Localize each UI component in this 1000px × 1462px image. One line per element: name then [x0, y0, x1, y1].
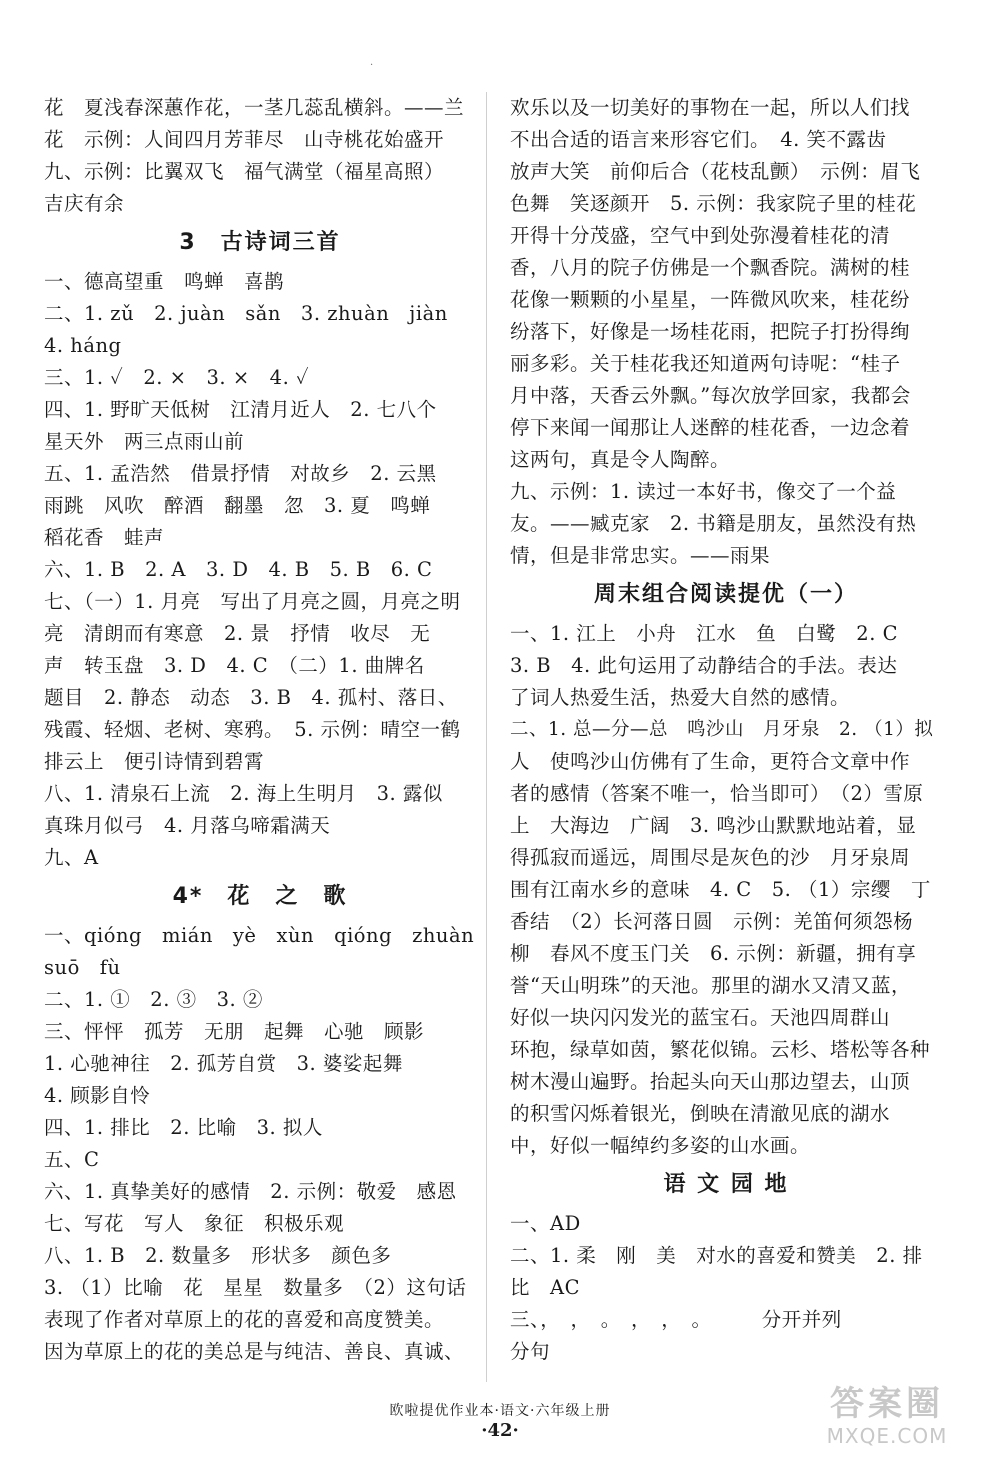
answer-line: 一、AD	[510, 1212, 581, 1235]
answer-line: 得孤寂而遥远，周围尽是灰色的沙 月牙泉周	[510, 846, 911, 869]
answer-line: 4. háng	[44, 334, 122, 357]
answer-line: 情，但是非常忠实。——雨果	[510, 544, 771, 567]
answer-line: 吉庆有余	[44, 192, 125, 215]
answer-line: 表现了作者对草原上的花的喜爱和高度赞美。	[44, 1308, 445, 1331]
answer-line: 者的感情（答案不唯一，恰当即可） （2）雪原	[510, 782, 924, 805]
answer-line: 分句	[510, 1340, 551, 1363]
answer-line: 排云上 便引诗情到碧霄	[44, 750, 265, 773]
watermark-logo	[792, 1384, 982, 1452]
answer-line: 稻花香 蛙声	[44, 526, 165, 549]
answer-line: 纷落下，好像是一场桂花雨，把院子打扮得绚	[510, 320, 911, 343]
answer-line: 四、1. 排比 2. 比喻 3. 拟人	[44, 1116, 323, 1139]
answer-line: 誉“天山明珠”的天池。那里的湖水又清又蓝，	[510, 974, 911, 997]
answer-line: 欢乐以及一切美好的事物在一起，所以人们找	[510, 96, 911, 119]
answer-line: 人 使鸣沙山仿佛有了生命，更符合文章中作	[510, 750, 911, 773]
answer-line: 七、写花 写人 象征 积极乐观	[44, 1212, 345, 1235]
answer-line: 香结 （2）长河落日圆 示例：羌笛何须怨杨	[510, 910, 914, 933]
answer-line: 九、示例：比翼双飞 福气满堂（福星高照）	[44, 160, 445, 183]
answer-line: 残霞、轻烟、老树、寒鸦。 5. 示例：晴空一鹤	[44, 718, 461, 741]
section-heading: 4* 花 之 歌	[172, 884, 348, 909]
answer-line: 了词人热爱生活，热爱大自然的感情。	[510, 686, 851, 709]
column-divider	[486, 92, 487, 1382]
watermark-sub-text: MXQE.COM	[826, 1424, 948, 1448]
answer-line: 三、怦怦 孤芳 无朋 起舞 心驰 顾影	[44, 1020, 425, 1043]
answer-line: 不出合适的语言来形容它们。 4. 笑不露齿	[510, 128, 887, 151]
answer-line: 开得十分茂盛，空气中到处弥漫着桂花的清	[510, 224, 891, 247]
answer-line: 围有江南水乡的意味 4. C 5. （1）宗缨 丁	[510, 878, 931, 901]
answer-line: 月中落，天香云外飘。”每次放学回家，我都会	[510, 384, 911, 407]
section-heading: 语 文 园 地	[663, 1172, 789, 1197]
answer-line: 放声大笑 前仰后合（花枝乱颤） 示例：眉飞	[510, 160, 921, 183]
answer-line: 友。——臧克家 2. 书籍是朋友，虽然没有热	[510, 512, 917, 535]
answer-line: 树木漫山遍野。抬起头向天山那边望去，山顶	[510, 1070, 911, 1093]
answer-line: 声 转玉盘 3. D 4. C （二）1. 曲牌名	[44, 654, 425, 677]
answer-line: 雨跳 风吹 醉酒 翻墨 忽 3. 夏 鸣蝉	[44, 494, 431, 517]
answer-line: 花 夏浅春深蕙作花，一茎几蕊乱横斜。——兰	[44, 96, 465, 119]
answer-line: 二、1. 柔 刚 美 对水的喜爱和赞美 2. 排	[510, 1244, 923, 1267]
section-heading: 3 古诗词三首	[179, 230, 341, 255]
answer-line: 色舞 笑逐颜开 5. 示例：我家院子里的桂花	[510, 192, 917, 215]
answer-line: 4. 顾影自怜	[44, 1084, 151, 1107]
answer-line: 停下来闻一闻那让人迷醉的桂花香，一边念着	[510, 416, 911, 439]
answer-line: 八、1. B 2. 数量多 形状多 颜色多	[44, 1244, 392, 1267]
answer-line: 环抱，绿草如茵，繁花似锦。云杉、塔松等各种	[510, 1038, 931, 1061]
answer-line: 三、， ， 。 ， ， 。 分开并列	[510, 1308, 842, 1331]
answer-line: 比 AC	[510, 1276, 581, 1299]
top-mark: ·	[370, 60, 374, 71]
answer-line: 3. （1）比喻 花 星星 数量多 （2）这句话	[44, 1276, 467, 1299]
answer-line: 香，八月的院子仿佛是一个飘香院。满树的桂	[510, 256, 911, 279]
right-column	[510, 92, 942, 1368]
answer-line: 星天外 两三点雨山前	[44, 430, 245, 453]
answer-line: 丽多彩。关于桂花我还知道两句诗呢：“桂子	[510, 352, 901, 375]
answer-line: 花像一颗颗的小星星，一阵微风吹来，桂花纷	[510, 288, 911, 311]
footer-book-title: 欧啦提优作业本·语文·六年级上册	[389, 1403, 611, 1419]
answer-line: 花 示例：人间四月芳菲尽 山寺桃花始盛开	[44, 128, 445, 151]
watermark-main-text: 答案圈	[830, 1384, 944, 1424]
answer-line: 二、1. ① 2. ③ 3. ②	[44, 988, 263, 1011]
answer-line: 三、1. ✓ 2. × 3. × 4. ✓	[44, 366, 310, 389]
answer-line: 好似一块闪闪发光的蓝宝石。天池四周群山	[510, 1006, 891, 1029]
answer-line: 六、1. B 2. A 3. D 4. B 5. B 6. C	[44, 558, 433, 581]
answer-line: 题目 2. 静态 动态 3. B 4. 孤村、落日、	[44, 686, 458, 709]
answer-line: 五、1. 孟浩然 借景抒情 对故乡 2. 云黑	[44, 462, 437, 485]
answer-line: 一、德高望重 鸣蝉 喜鹊	[44, 270, 285, 293]
answer-line: 一、qióng mián yè xùn qióng zhuàn	[44, 924, 475, 947]
section-heading: 周末组合阅读提优（一）	[593, 582, 858, 607]
answer-line: 的积雪闪烁着银光，倒映在清澈见底的湖水	[510, 1102, 891, 1125]
answer-line: 七、（一）1. 月亮 写出了月亮之圆，月亮之明	[44, 590, 461, 613]
answer-line: 柳 春风不度玉门关 6. 示例：新疆，拥有享	[510, 942, 917, 965]
left-column	[44, 92, 476, 1368]
answer-line: 二、1. 总—分—总 鸣沙山 月牙泉 2. （1）拟	[510, 719, 934, 740]
answer-line: 六、1. 真挚美好的感情 2. 示例：敬爱 感恩	[44, 1180, 457, 1203]
answer-line: 亮 清朗而有寒意 2. 景 抒情 收尽 无	[44, 622, 431, 645]
answer-line: suō fù	[44, 956, 121, 979]
answer-line: 八、1. 清泉石上流 2. 海上生明月 3. 露似	[44, 782, 443, 805]
answer-line: 上 大海边 广阔 3. 鸣沙山默默地站着，显	[510, 814, 917, 837]
answer-line: 这两句，真是令人陶醉。	[510, 448, 731, 471]
page-number: ·42·	[481, 1420, 519, 1441]
answer-line: 九、示例：1. 读过一本好书，像交了一个益	[510, 480, 897, 503]
answer-line: 中，好似一幅绰约多姿的山水画。	[510, 1134, 811, 1157]
answer-line: 二、1. zǔ 2. juàn sǎn 3. zhuàn jiàn	[44, 302, 448, 325]
answer-line: 因为草原上的花的美总是与纯洁、善良、真诚、	[44, 1340, 465, 1363]
answer-line: 真珠月似弓 4. 月落乌啼霜满天	[44, 814, 331, 837]
answer-line: 四、1. 野旷天低树 江清月近人 2. 七八个	[44, 398, 437, 421]
answer-line: 1. 心驰神往 2. 孤芳自赏 3. 婆娑起舞	[44, 1052, 403, 1075]
answer-line: 3. B 4. 此句运用了动静结合的手法。表达	[510, 654, 898, 677]
answer-line: 一、1. 江上 小舟 江水 鱼 白鹭 2. C	[510, 622, 899, 645]
answer-line: 五、C	[44, 1148, 100, 1171]
answer-line: 九、A	[44, 846, 99, 869]
